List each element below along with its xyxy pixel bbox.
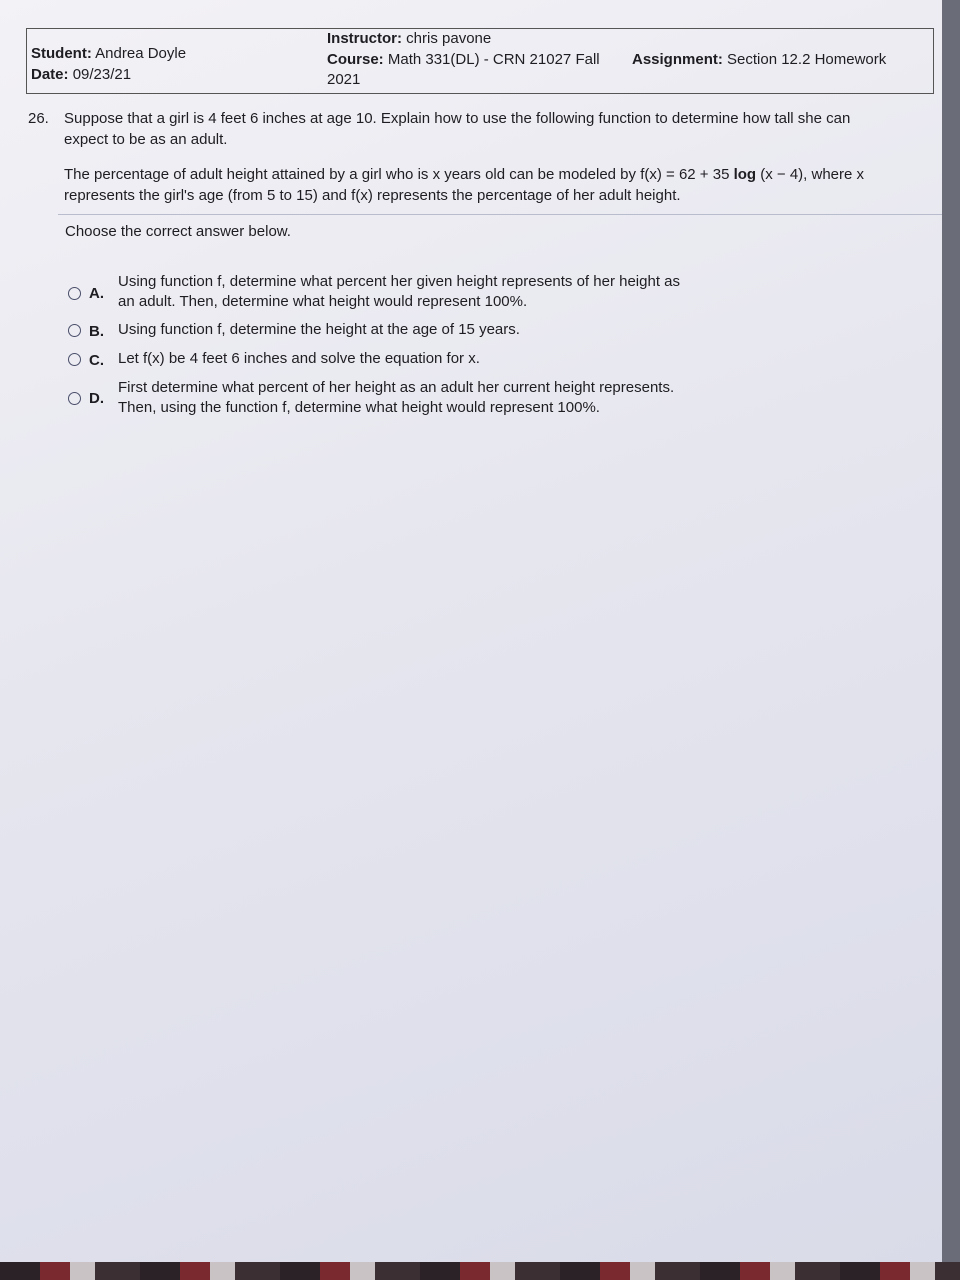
radio-button-icon[interactable] xyxy=(68,353,81,366)
option-text xyxy=(118,378,738,418)
question-line: expect to be as an adult. xyxy=(64,131,228,148)
question-number: 26. xyxy=(28,110,49,127)
student-label: Student: xyxy=(31,45,92,62)
option-line: Then, using the function f, determine what height would represent 100%. xyxy=(118,399,600,416)
option-line: Using function f, determine what percent her given height represents of her height as xyxy=(118,273,680,290)
assignment-value: Section 12.2 Homework xyxy=(727,51,887,68)
assignment-label: Assignment: xyxy=(632,51,723,68)
option-letter: C. xyxy=(89,352,104,369)
option-letter: B. xyxy=(89,323,104,340)
course-year: 2021 xyxy=(327,71,361,88)
answer-prompt: Choose the correct answer below. xyxy=(65,223,291,240)
student-info xyxy=(31,43,186,85)
model-text: The percentage of adult height attained by a girl who is x years old can be modeled by f(x) = 62 + 35 xyxy=(64,166,734,183)
background-fabric xyxy=(0,1262,960,1280)
divider xyxy=(58,214,942,215)
question-text xyxy=(64,108,914,150)
instructor-label: Instructor: xyxy=(327,30,402,47)
course-value: Math 331(DL) - CRN 21027 Fall xyxy=(387,50,600,68)
model-description xyxy=(64,164,924,206)
date-value: 09/23/21 xyxy=(72,66,132,83)
option-line: Let f(x) be 4 feet 6 inches and solve the equation for x. xyxy=(118,350,480,367)
header-box xyxy=(26,28,934,94)
assignment-info xyxy=(632,50,886,70)
question-line: Suppose that a girl is 4 feet 6 inches at age 10. Explain how to use the following function to determine how tall she can xyxy=(64,110,851,127)
option-line: Using function f, determine the height at the age of 15 years. xyxy=(118,321,520,338)
radio-button-icon[interactable] xyxy=(68,324,81,337)
radio-button-icon[interactable] xyxy=(68,392,81,405)
option-text xyxy=(118,272,738,312)
model-text: represents the girl's age (from 5 to 15) and f(x) represents the percentage of her adult height. xyxy=(64,187,681,204)
student-name: Andrea Doyle xyxy=(95,45,187,62)
instructor-name: chris pavone xyxy=(406,30,492,47)
log-term: log xyxy=(733,166,757,183)
model-text: (x − 4), where x xyxy=(756,166,865,183)
option-letter: D. xyxy=(89,390,104,407)
option-text xyxy=(118,320,738,340)
course-label: Course: xyxy=(327,50,384,68)
option-line: First determine what percent of her height as an adult her current height represents. xyxy=(118,379,675,396)
course-info xyxy=(327,29,600,91)
date-label: Date: xyxy=(31,66,69,83)
option-text xyxy=(118,349,738,369)
option-line: an adult. Then, determine what height would represent 100%. xyxy=(118,293,528,310)
option-letter: A. xyxy=(89,285,104,302)
radio-button-icon[interactable] xyxy=(68,287,81,300)
